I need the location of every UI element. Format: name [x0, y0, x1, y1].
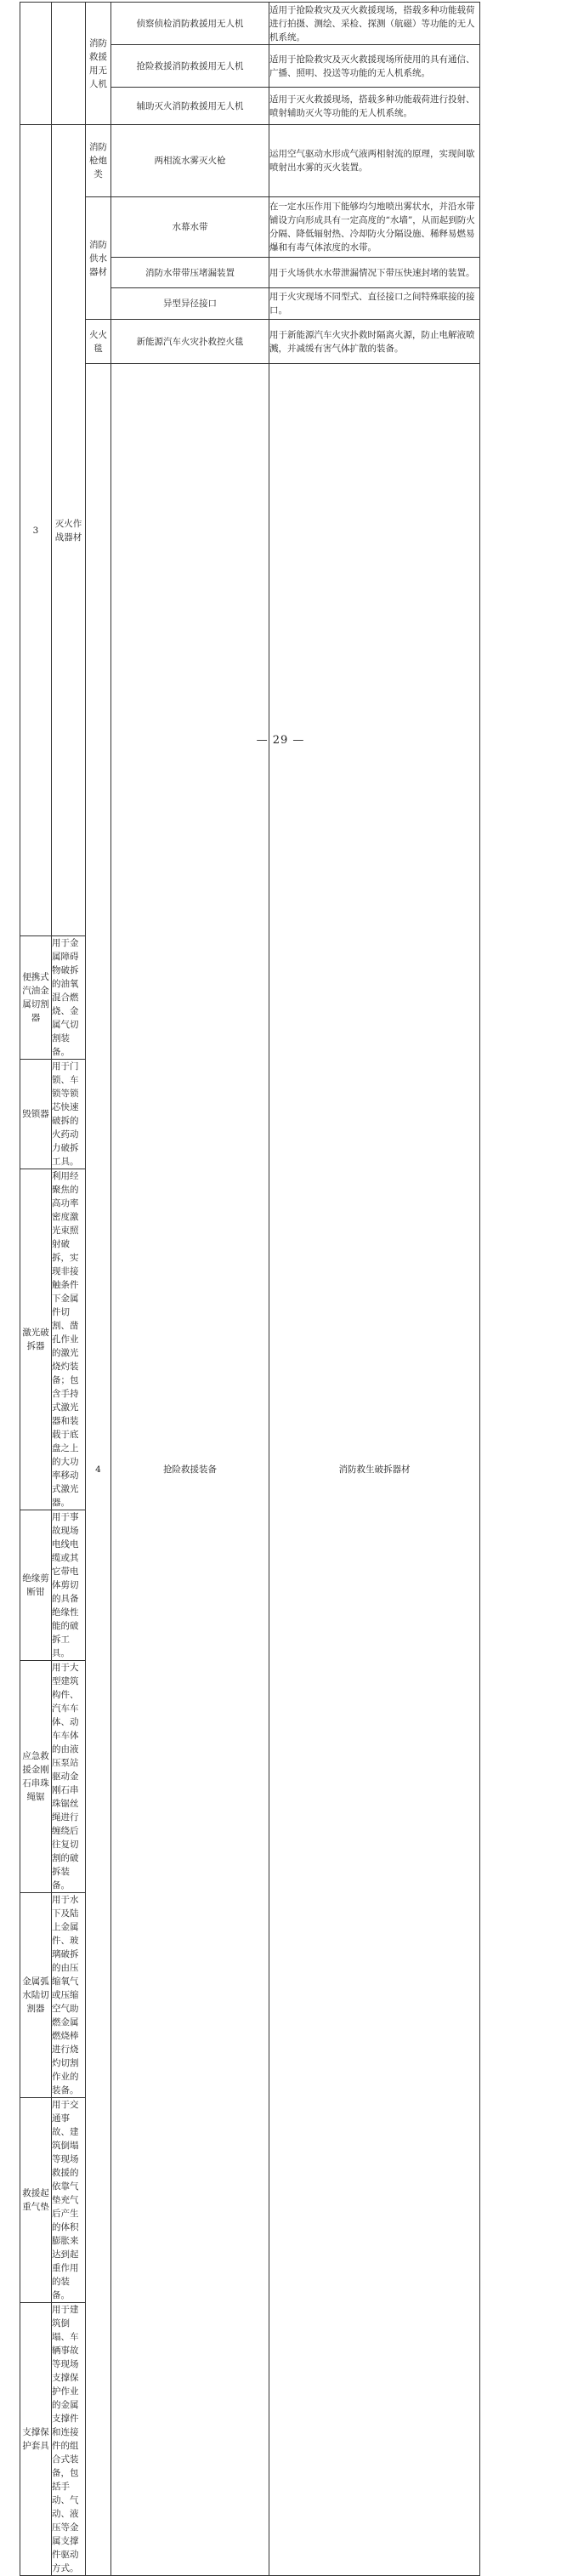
equipment-name: 便携式汽油金属切割器 — [20, 936, 52, 1060]
equipment-description: 用于门锁、车锁等锁芯快速破拆的火药动力破拆工具。 — [52, 1060, 86, 1169]
equipment-name: 应急救援金刚石串珠绳锯 — [20, 1661, 52, 1893]
equipment-name: 异型异径接口 — [111, 288, 269, 320]
equipment-description: 用于金属障碍物破拆的油氧混合燃烧、金属气切割装备。 — [52, 936, 86, 1060]
equipment-name: 两相流水雾灭火枪 — [111, 125, 269, 197]
subcategory-cell: 消防救援用无人机 — [86, 3, 111, 125]
equipment-description: 用于火灾现场不同型式、直径接口之间特殊联接的接口。 — [269, 288, 480, 320]
section-number: 4 — [86, 364, 111, 2576]
equipment-name: 抢险救援消防救援用无人机 — [111, 45, 269, 88]
category-cell — [52, 3, 86, 125]
equipment-description: 利用经聚焦的高功率密度激光束照射破拆，实现非接触条件下金属件切割、凿孔作业的激光烧灼装备；包含手持式激光器和装载于底盘之上的大功率移动式激光器。 — [52, 1169, 86, 1510]
equipment-name: 水幕水带 — [111, 197, 269, 258]
table-row — [20, 125, 480, 197]
equipment-description: 用于水下及陆上金属件、玻璃破拆的由压缩氧气或压缩空气助燃金属燃烧棒进行烧灼切割作业的装备。 — [52, 1893, 86, 2098]
equipment-table — [20, 2, 480, 2576]
equipment-description: 适用于抢险救灾及灭火救援现场，搭载多种功能载荷进行拍摄、测绘、采检、探测（航磁）等功能的无人机系统。 — [269, 3, 480, 45]
subcategory-cell: 消防供水器材 — [86, 197, 111, 320]
page-number: — 29 — — [256, 734, 305, 747]
table-row — [20, 197, 480, 258]
category-cell: 灭火作战器材 — [52, 125, 86, 936]
equipment-description: 用于大型建筑构件、汽车车体、动车车体的由液压泵站驱动金刚石串珠锯丝绳进行缠绕后往复切割的破拆装备。 — [52, 1661, 86, 1893]
number-cell — [20, 3, 52, 125]
category-cell: 抢险救援装备 — [111, 364, 269, 2576]
section-number: 3 — [20, 125, 52, 936]
table-row — [20, 3, 480, 45]
equipment-name: 金属弧水陆切割器 — [20, 1893, 52, 2098]
subcategory-cell: 火火毯 — [86, 320, 111, 364]
equipment-description: 用于新能源汽车火灾扑救时隔离火源，防止电解液喷溅，并减缓有害气体扩散的装备。 — [269, 320, 480, 364]
equipment-name: 消防水带带压堵漏装置 — [111, 258, 269, 288]
equipment-name: 支撑保护套具 — [20, 2303, 52, 2576]
table-row — [20, 320, 480, 364]
equipment-name: 毁锁器 — [20, 1060, 52, 1169]
equipment-description: 用于建筑倒塌、车辆事故等现场支撑保护作业的金属支撑件和连接件的组合式装备，包括手动、气动、液压等金属支撑件驱动方式。 — [52, 2303, 86, 2576]
equipment-name: 辅助灭火消防救援用无人机 — [111, 88, 269, 125]
equipment-name: 新能源汽车火灾扑救控火毯 — [111, 320, 269, 364]
table-row — [20, 364, 480, 936]
subcategory-cell: 消防救生破拆器材 — [269, 364, 480, 2576]
equipment-name: 激光破拆器 — [20, 1169, 52, 1510]
equipment-description: 用于事故现场电线电缆或其它带电体剪切的具备绝缘性能的破拆工具。 — [52, 1510, 86, 1661]
equipment-name: 侦察侦检消防救援用无人机 — [111, 3, 269, 45]
equipment-description: 运用空气驱动水形成气液两相射流的原理，实现间歇喷射出水雾的灭火装置。 — [269, 125, 480, 197]
equipment-description: 用于交通事故、建筑倒塌等现场救援的依靠气垫充气后产生的体积膨胀来达到起重作用的装备。 — [52, 2098, 86, 2303]
equipment-description: 在一定水压作用下能够均匀地喷出雾状水，并沿水带铺设方向形成具有一定高度的“水墙”，从而起到防火分隔、降低辐射热、冷却防火分隔设施、稀释易燃易爆和有毒气体浓度的水带。 — [269, 197, 480, 258]
subcategory-cell: 消防枪炮类 — [86, 125, 111, 197]
equipment-name: 救援起重气垫 — [20, 2098, 52, 2303]
equipment-description: 适用于抢险救灾及灭火救援现场所使用的具有通信、广播、照明、投送等功能的无人机系统。 — [269, 45, 480, 88]
equipment-name: 绝缘剪断钳 — [20, 1510, 52, 1661]
equipment-description: 用于火场供水水带泄漏情况下带压快速封堵的装置。 — [269, 258, 480, 288]
equipment-description: 适用于灭火救援现场，搭载多种功能载荷进行投射、喷射辅助灭火等功能的无人机系统。 — [269, 88, 480, 125]
